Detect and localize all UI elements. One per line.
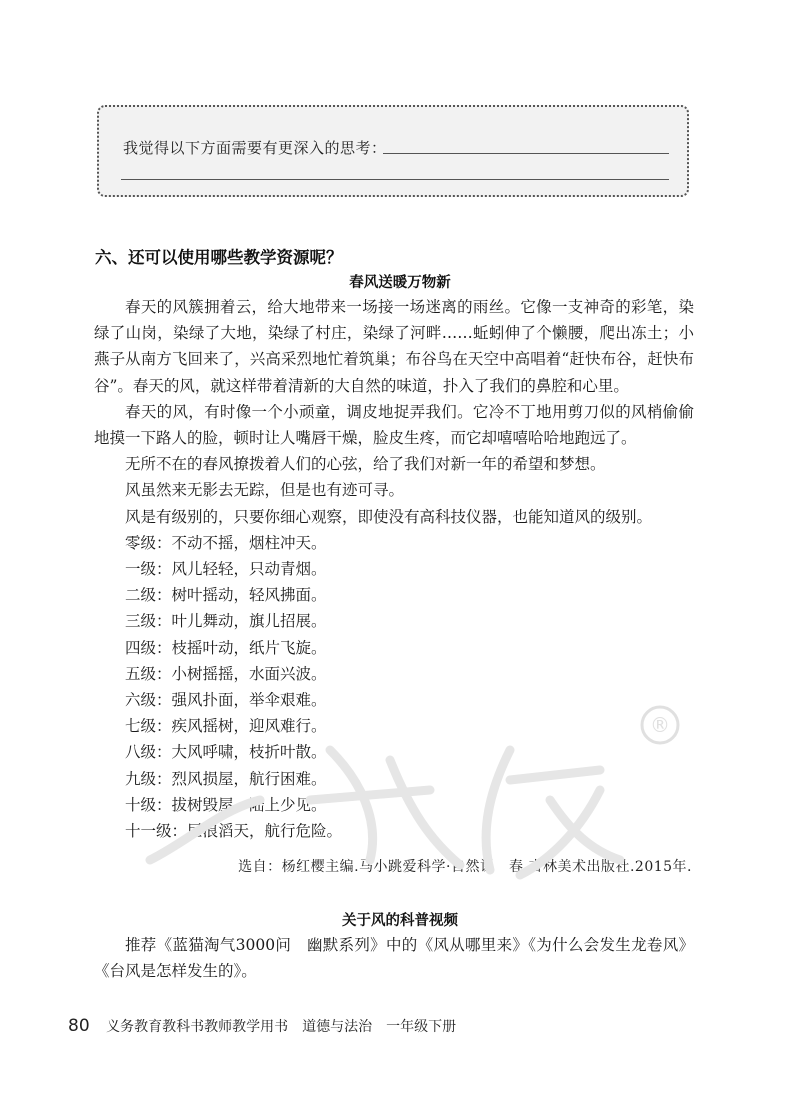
registered-mark: ®: [650, 713, 670, 737]
wind-level-list: [94, 530, 694, 844]
wind-level-item: 八级：大风呼啸，枝折叶散。: [125, 743, 327, 762]
section-heading: 六、还可以使用哪些教学资源呢？: [95, 248, 343, 267]
article-body: [94, 294, 694, 844]
reflection-answer-line-2[interactable]: [121, 179, 669, 180]
book-title: 义务教育教科书教师教学用书 道德与法治 一年级下册: [106, 1019, 457, 1035]
wind-level-item: 零级：不动不摇，烟柱冲天。: [125, 533, 327, 552]
page-footer: [68, 1016, 456, 1036]
wind-level-item: 一级：风儿轻轻，只动青烟。: [125, 560, 327, 579]
wind-level-item: 七级：疾风摇树，迎风难行。: [125, 717, 327, 736]
wind-level-item: 九级：烈风损屋，航行困难。: [125, 769, 327, 788]
wind-level-item: 五级：小树摇摇，水面兴波。: [125, 664, 327, 683]
article-paragraph: 春天的风簇拥着云，给大地带来一场接一场迷离的雨丝。它像一支神奇的彩笔，染绿了山岗，染绿了大地，染绿了村庄，染绿了河畔……蚯蚓伸了个懒腰，爬出冻土；小燕子从南方飞回来了，兴高采烈地忙着筑巢；布谷鸟在天空中高唱着“赶快布谷，赶快布谷”。春天的风，就这样带着清新的大自然的味道，扑入了我们的鼻腔和心里。: [94, 298, 694, 395]
video-section-title: 关于风的科普视频: [342, 913, 458, 929]
reflection-answer-line-1[interactable]: [383, 153, 669, 154]
article-paragraph: 风虽然来无影去无踪，但是也有迹可寻。: [125, 481, 405, 500]
reflection-box: [97, 105, 689, 197]
wind-level-item: 十一级：巨浪滔天，航行危险。: [125, 822, 343, 841]
article-title: 春风送暖万物新: [349, 275, 451, 291]
article-paragraph: 无所不在的春风撩拨着人们的心弦，给了我们对新一年的希望和梦想。: [125, 455, 606, 474]
source-citation: 选自：杨红樱主编.马小跳爱科学·自然课 春.吉林美术出版社.2015年.: [238, 859, 692, 875]
video-recommendation-text: 推荐《蓝猫淘气3000问 幽默系列》中的《风从哪里来》《为什么会发生龙卷风》《台风是怎样发生的》。: [94, 936, 694, 980]
wind-level-item: 三级：叶儿舞动，旗儿招展。: [125, 612, 327, 631]
article-paragraph: 春天的风，有时像一个小顽童，调皮地捉弄我们。它冷不丁地用剪刀似的风梢偷偷地摸一下路人的脸，顿时让人嘴唇干燥，脸皮生疼，而它却嘻嘻哈哈地跑远了。: [94, 402, 694, 448]
wind-level-item: 六级：强风扑面，举伞艰难。: [125, 691, 327, 710]
wind-level-item: 十级：拔树毁屋，陆上少见。: [125, 795, 327, 814]
video-recommendation: [94, 932, 694, 984]
wind-level-item: 二级：树叶摇动，轻风拂面。: [125, 586, 327, 605]
page-number: 80: [68, 1016, 90, 1036]
reflection-prompt: 我觉得以下方面需要有更深入的思考：: [123, 139, 387, 157]
wind-level-item: 四级：枝摇叶动，纸片飞旋。: [125, 638, 327, 657]
article-paragraph: 风是有级别的，只要你细心观察，即使没有高科技仪器，也能知道风的级别。: [125, 507, 653, 526]
